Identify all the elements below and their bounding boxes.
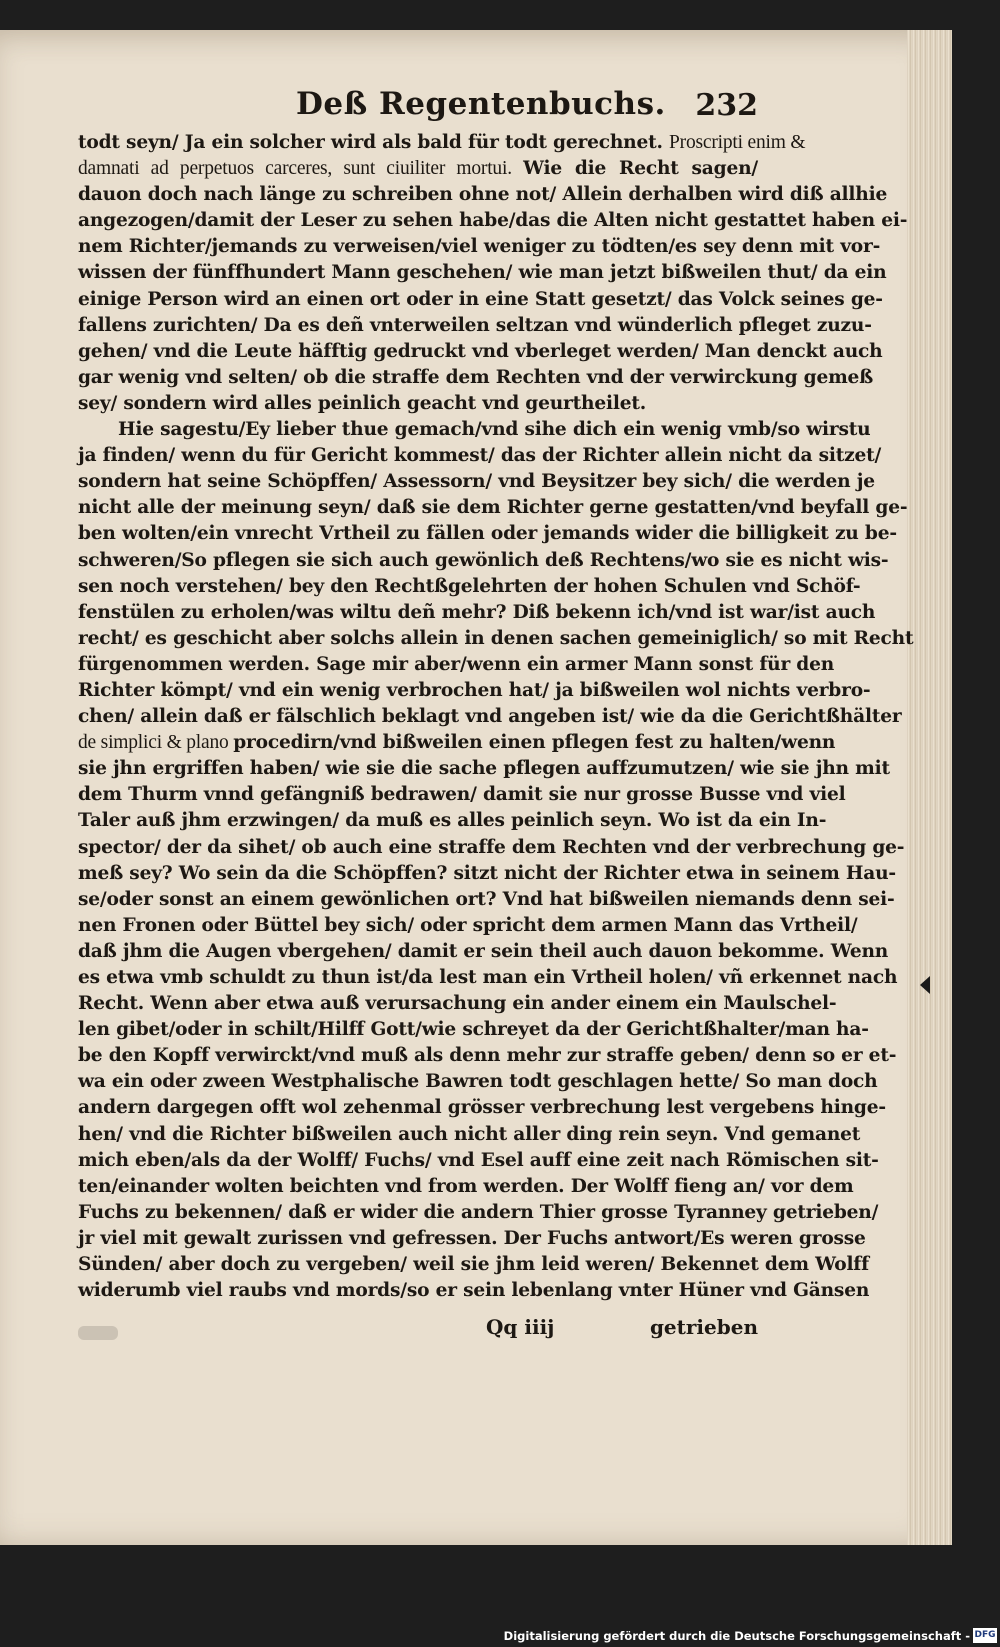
text-line bbox=[78, 913, 858, 939]
text-segment: fallens zurichten/ Da es deñ vnterweilen seltzan vnd wünderlich pfleget zuzu- bbox=[78, 314, 872, 336]
text-line bbox=[78, 730, 836, 756]
text-segment: hen/ vnd die Richter bißweilen auch nicht aller ding rein seyn. Vnd gemanet bbox=[78, 1123, 861, 1145]
text-segment: daß jhm die Augen vbergehen/ damit er sein theil auch dauon bekomme. Wenn bbox=[78, 940, 889, 962]
text-line bbox=[78, 991, 837, 1017]
text-segment: dem Thurm vnnd gefängniß bedrawen/ damit sie nur grosse Busse vnd viel bbox=[78, 784, 846, 806]
text-segment: ten/einander wolten beichten vnd from werden. Der Wolff fieng an/ vor dem bbox=[78, 1175, 854, 1197]
text-line bbox=[78, 861, 896, 887]
text-segment: fenstülen zu erholen/was wiltu deñ mehr? Diß bekenn ich/vnd ist war/ist auch bbox=[78, 601, 876, 623]
text-segment: Sünden/ aber doch zu vergeben/ weil sie jhm leid weren/ Bekennet dem Wolff bbox=[78, 1254, 869, 1276]
text-line bbox=[78, 1043, 897, 1069]
text-line bbox=[78, 130, 806, 156]
page-header bbox=[78, 86, 758, 130]
catchword: getrieben bbox=[649, 1315, 758, 1339]
text-line bbox=[78, 391, 758, 417]
text-segment: Hie sagestu/Ey lieber thue gemach/vnd sihe dich ein wenig vmb/so wirstu bbox=[118, 419, 871, 441]
text-segment: gar wenig vnd selten/ ob die straffe dem Rechten vnd der verwirckung gemeß bbox=[78, 366, 874, 388]
credit-text: Digitalisierung gefördert durch die Deutsche Forschungsgemeinschaft - bbox=[503, 1629, 970, 1643]
text-segment: gehen/ vnd die Leute häfftig gedruckt vnd vberleget werden/ Man denckt auch bbox=[78, 340, 883, 362]
text-segment: spector/ der da sihet/ ob auch eine straffe dem Rechten vnd der verbrechung ge- bbox=[78, 836, 905, 858]
text-line bbox=[78, 574, 861, 600]
page-number: 232 bbox=[695, 88, 758, 123]
text-segment: mich eben/als da der Wolff/ Fuchs/ vnd Esel auff eine zeit nach Römischen sit- bbox=[78, 1149, 879, 1171]
dfg-logo: DFG bbox=[973, 1628, 997, 1643]
text-line bbox=[78, 495, 908, 521]
text-segment: se/oder sonst an einem gewönlichen ort? Vnd hat bißweilen niemands denn sei- bbox=[78, 888, 895, 910]
text-line bbox=[78, 260, 887, 286]
text-segment: Fuchs zu bekennen/ daß er wider die andern Thier grosse Tyranney getrieben/ bbox=[78, 1201, 879, 1223]
text-line bbox=[78, 548, 889, 574]
text-line bbox=[78, 652, 835, 678]
page-edges bbox=[907, 30, 952, 1545]
text-segment: widerumb viel raubs vnd mords/so er sein lebenlang vnter Hüner vnd Gänsen bbox=[78, 1280, 870, 1302]
text-segment: chen/ allein daß er fälschlich beklagt vnd angeben ist/ wie da die Gerichtßhälter bbox=[78, 706, 902, 728]
text-segment: nem Richter/jemands zu verweisen/viel weniger zu tödten/es sey denn mit vor- bbox=[78, 236, 881, 258]
text-segment: Taler auß jhm erzwingen/ da muß es alles peinlich seyn. Wo ist da ein In- bbox=[78, 810, 827, 832]
credit-bar bbox=[0, 1625, 1000, 1647]
text-line bbox=[78, 469, 875, 495]
text-line bbox=[78, 1069, 878, 1095]
text-line bbox=[78, 1226, 866, 1252]
text-line bbox=[78, 443, 882, 469]
text-segment: meß sey? Wo sein da die Schöpffen? sitzt nicht der Richter etwa in seinem Hau- bbox=[78, 862, 896, 884]
text-line bbox=[78, 1095, 886, 1121]
text-line bbox=[78, 339, 883, 365]
text-segment: Wie die Recht sagen/ bbox=[523, 158, 758, 180]
text-line bbox=[78, 887, 895, 913]
text-line bbox=[78, 208, 908, 234]
text-segment: sie jhn ergriffen haben/ wie sie die sache pflegen auffzumutzen/ wie sie jhn mit bbox=[78, 758, 890, 780]
text-line bbox=[78, 835, 905, 861]
text-segment: Richter kömpt/ vnd ein wenig verbrochen hat/ ja bißweilen wol nichts verbro- bbox=[78, 679, 871, 701]
body-text bbox=[78, 130, 914, 1304]
text-segment: dauon doch nach länge zu schreiben ohne not/ Allein derhalben wird diß allhie bbox=[78, 184, 888, 206]
text-segment: angezogen/damit der Leser zu sehen habe/das die Alten nicht gestattet haben ei- bbox=[78, 210, 908, 232]
text-line bbox=[78, 678, 871, 704]
text-line bbox=[78, 234, 881, 260]
text-line bbox=[78, 626, 914, 652]
text-line bbox=[78, 782, 846, 808]
text-line bbox=[78, 287, 883, 313]
text-line bbox=[78, 156, 758, 182]
text-segment: ben wolten/ein vnrecht Vrtheil zu fällen oder jemands wider die billigkeit zu be- bbox=[78, 523, 897, 545]
text-line bbox=[78, 365, 874, 391]
text-segment: wa ein oder zween Westphalische Bawren todt geschlagen hette/ So man doch bbox=[78, 1071, 878, 1093]
running-head: Deß Regentenbuchs. bbox=[296, 86, 666, 122]
text-segment: einige Person wird an einen ort oder in eine Statt gesetzt/ das Volck seines ge- bbox=[78, 288, 883, 310]
text-segment: nen Fronen oder Büttel bey sich/ oder spricht dem armen Mann das Vrtheil/ bbox=[78, 914, 858, 936]
latin-text-segment: de simplici & plano bbox=[78, 732, 234, 754]
text-line bbox=[78, 417, 871, 443]
text-segment: sondern hat seine Schöpffen/ Assessorn/ vnd Beysitzer bey sich/ die werden je bbox=[78, 471, 875, 493]
signature-mark: Qq iiij bbox=[486, 1315, 555, 1339]
text-line bbox=[78, 1148, 879, 1174]
text-line bbox=[78, 704, 902, 730]
text-segment: fürgenommen werden. Sage mir aber/wenn ein armer Mann sonst für den bbox=[78, 653, 835, 675]
text-segment: ja finden/ wenn du für Gericht kommest/ das der Richter allein nicht da sitzet/ bbox=[78, 445, 882, 467]
text-segment: Recht. Wenn aber etwa auß verursachung ein ander einem ein Maulschel- bbox=[78, 993, 837, 1015]
text-line bbox=[78, 1200, 879, 1226]
text-line bbox=[78, 965, 898, 991]
text-segment: sey/ sondern wird alles peinlich geacht vnd geurtheilet. bbox=[78, 392, 646, 414]
text-line bbox=[78, 1017, 869, 1043]
text-line bbox=[78, 1278, 870, 1304]
text-line bbox=[78, 756, 890, 782]
text-line bbox=[78, 808, 827, 834]
text-segment: recht/ es geschicht aber solchs allein in denen sachen gemeiniglich/ so mit Recht bbox=[78, 627, 914, 649]
page-footer bbox=[78, 1315, 758, 1345]
text-line bbox=[78, 313, 872, 339]
text-line bbox=[78, 600, 876, 626]
text-line bbox=[78, 1122, 861, 1148]
text-segment: sen noch verstehen/ bey den Rechtßgelehrten der hohen Schulen vnd Schöf- bbox=[78, 575, 861, 597]
text-segment: nicht alle der meinung seyn/ daß sie dem Richter gerne gestatten/vnd beyfall ge- bbox=[78, 497, 908, 519]
text-segment: wissen der fünffhundert Mann geschehen/ wie man jetzt bißweilen thut/ da ein bbox=[78, 262, 887, 284]
text-line bbox=[78, 1174, 854, 1200]
text-line bbox=[78, 1252, 869, 1278]
text-segment: andern dargegen offt wol zehenmal grösser verbrechung lest vergebens hinge- bbox=[78, 1097, 886, 1119]
text-segment: procedirn/vnd bißweilen einen pflegen fest zu halten/wenn bbox=[233, 732, 836, 754]
text-block bbox=[78, 86, 914, 1304]
latin-text-segment: damnati ad perpetuos carceres, sunt ciuiliter mortui. bbox=[78, 158, 524, 180]
text-line bbox=[78, 182, 888, 208]
text-segment: be den Kopff verwirckt/vnd muß als denn mehr zur straffe geben/ denn so er et- bbox=[78, 1045, 897, 1067]
text-segment: todt seyn/ Ja ein solcher wird als bald für todt gerechnet. bbox=[78, 132, 670, 153]
latin-text-segment: Proscripti enim & bbox=[669, 132, 806, 153]
text-line bbox=[78, 521, 897, 547]
text-segment: len gibet/oder in schilt/Hilff Gott/wie schreyet da der Gerichtßhalter/man ha- bbox=[78, 1019, 869, 1041]
text-segment: es etwa vmb schuldt zu thun ist/da lest man ein Vrtheil holen/ vñ erkennet nach bbox=[78, 967, 898, 988]
text-segment: schweren/So pflegen sie sich auch gewönlich deß Rechtens/wo sie es nicht wis- bbox=[78, 549, 889, 571]
text-line bbox=[78, 939, 889, 965]
book-page bbox=[0, 30, 952, 1545]
text-segment: jr viel mit gewalt zurissen vnd gefressen. Der Fuchs antwort/Es weren grosse bbox=[78, 1227, 866, 1249]
